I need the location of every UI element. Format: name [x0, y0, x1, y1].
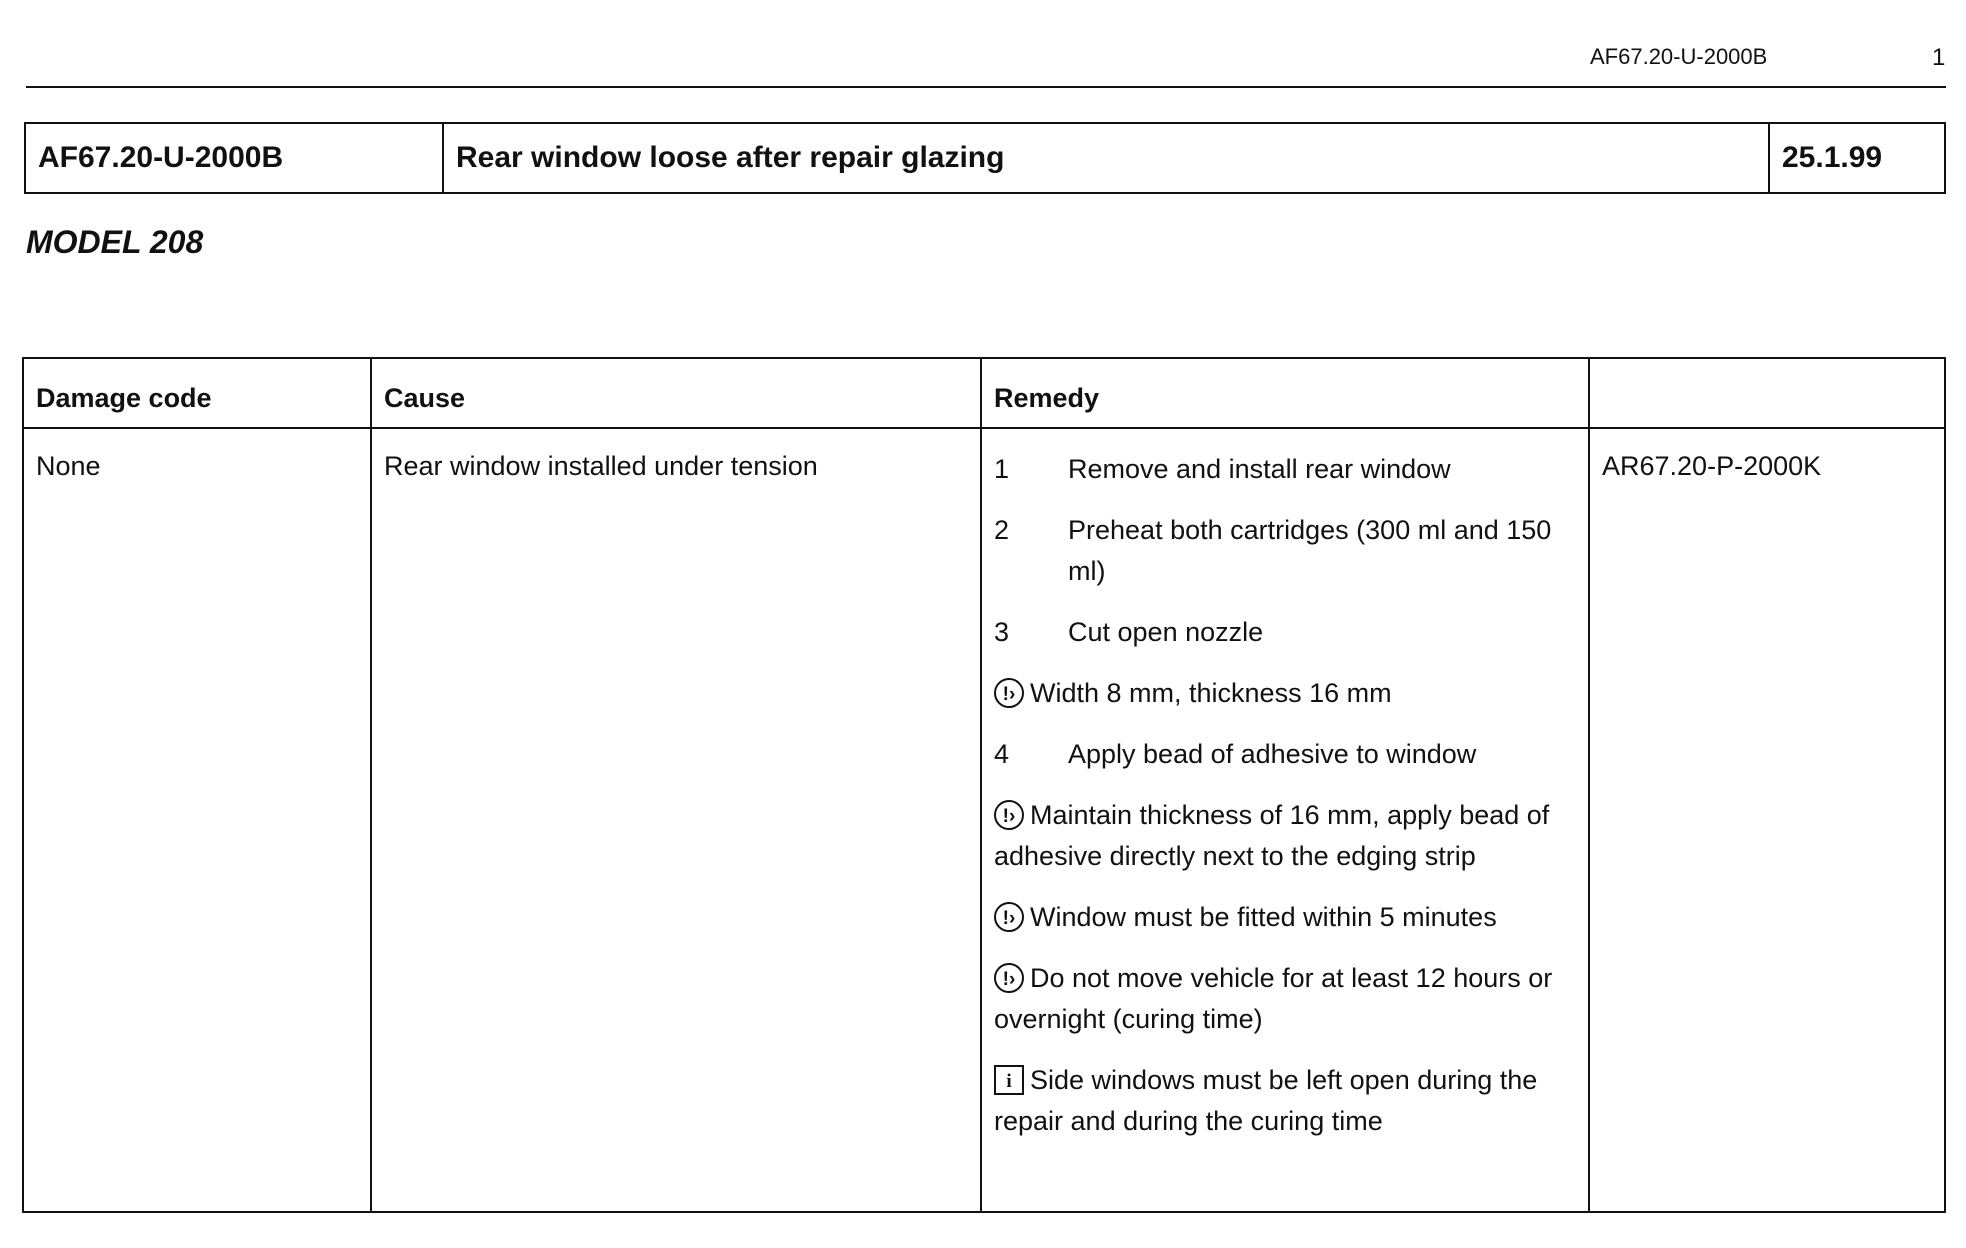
remedy-step	[994, 734, 1576, 775]
note-text: Maintain thickness of 16 mm, apply bead of adhesive directly next to the edging strip	[994, 800, 1550, 871]
step-number: 2	[994, 515, 1010, 545]
note-text: Do not move vehicle for at least 12 hours or overnight (curing time)	[994, 963, 1553, 1034]
step-number: 4	[994, 739, 1010, 769]
note-text: Width 8 mm, thickness 16 mm	[1030, 678, 1392, 708]
remedy-note	[994, 673, 1576, 714]
title-code: AF67.20-U-2000B	[26, 124, 444, 192]
cell-damage-code	[23, 428, 371, 1212]
step-number: 1	[994, 454, 1010, 484]
title-box	[24, 122, 1946, 194]
header-doc-code: AF67.20-U-2000B	[1590, 44, 1768, 69]
reference-link: AR67.20-P-2000K	[1602, 451, 1822, 481]
note-text: Side windows must be left open during the repair and during the curing time	[994, 1065, 1538, 1136]
header-rule	[26, 86, 1946, 88]
cell-remedy	[981, 428, 1589, 1212]
step-text: Remove and install rear window	[1068, 454, 1451, 484]
remedy-note	[994, 1060, 1576, 1142]
step-text: Apply bead of adhesive to window	[1068, 739, 1477, 769]
remedy-step	[994, 510, 1576, 592]
step-number: 3	[994, 617, 1010, 647]
step-text: Preheat both cartridges (300 ml and 150 ml)	[1068, 515, 1552, 586]
remedy-note	[994, 795, 1576, 877]
damage-table	[22, 357, 1946, 1213]
header-cause: Cause	[371, 358, 981, 428]
step-text: Cut open nozzle	[1068, 617, 1264, 647]
table-header-row	[23, 358, 1945, 428]
note-arrow-icon: !›	[994, 902, 1024, 932]
table-row	[23, 428, 1945, 1212]
note-arrow-icon: !›	[994, 963, 1024, 993]
remedy-note	[994, 958, 1576, 1040]
damage-code-value: None	[36, 451, 101, 481]
title-date: 25.1.99	[1782, 141, 1883, 174]
note-arrow-icon: !›	[994, 678, 1024, 708]
remedy-step	[994, 612, 1576, 653]
cause-value: Rear window installed under tension	[384, 451, 818, 481]
remedy-step	[994, 449, 1576, 490]
cell-reference	[1589, 428, 1945, 1212]
info-icon: i	[994, 1065, 1024, 1095]
header-damage-code: Damage code	[23, 358, 371, 428]
remedy-note	[994, 897, 1576, 938]
note-arrow-icon: !›	[994, 800, 1024, 830]
page-number: 1	[1932, 44, 1946, 71]
remedy-list	[994, 429, 1576, 1142]
model-heading: MODEL 208	[26, 224, 204, 260]
title-text: Rear window loose after repair glazing	[444, 124, 1770, 192]
header-remedy: Remedy	[981, 358, 1589, 428]
header-reference	[1589, 358, 1945, 428]
cell-cause	[371, 428, 981, 1212]
note-text: Window must be fitted within 5 minutes	[1030, 902, 1497, 932]
